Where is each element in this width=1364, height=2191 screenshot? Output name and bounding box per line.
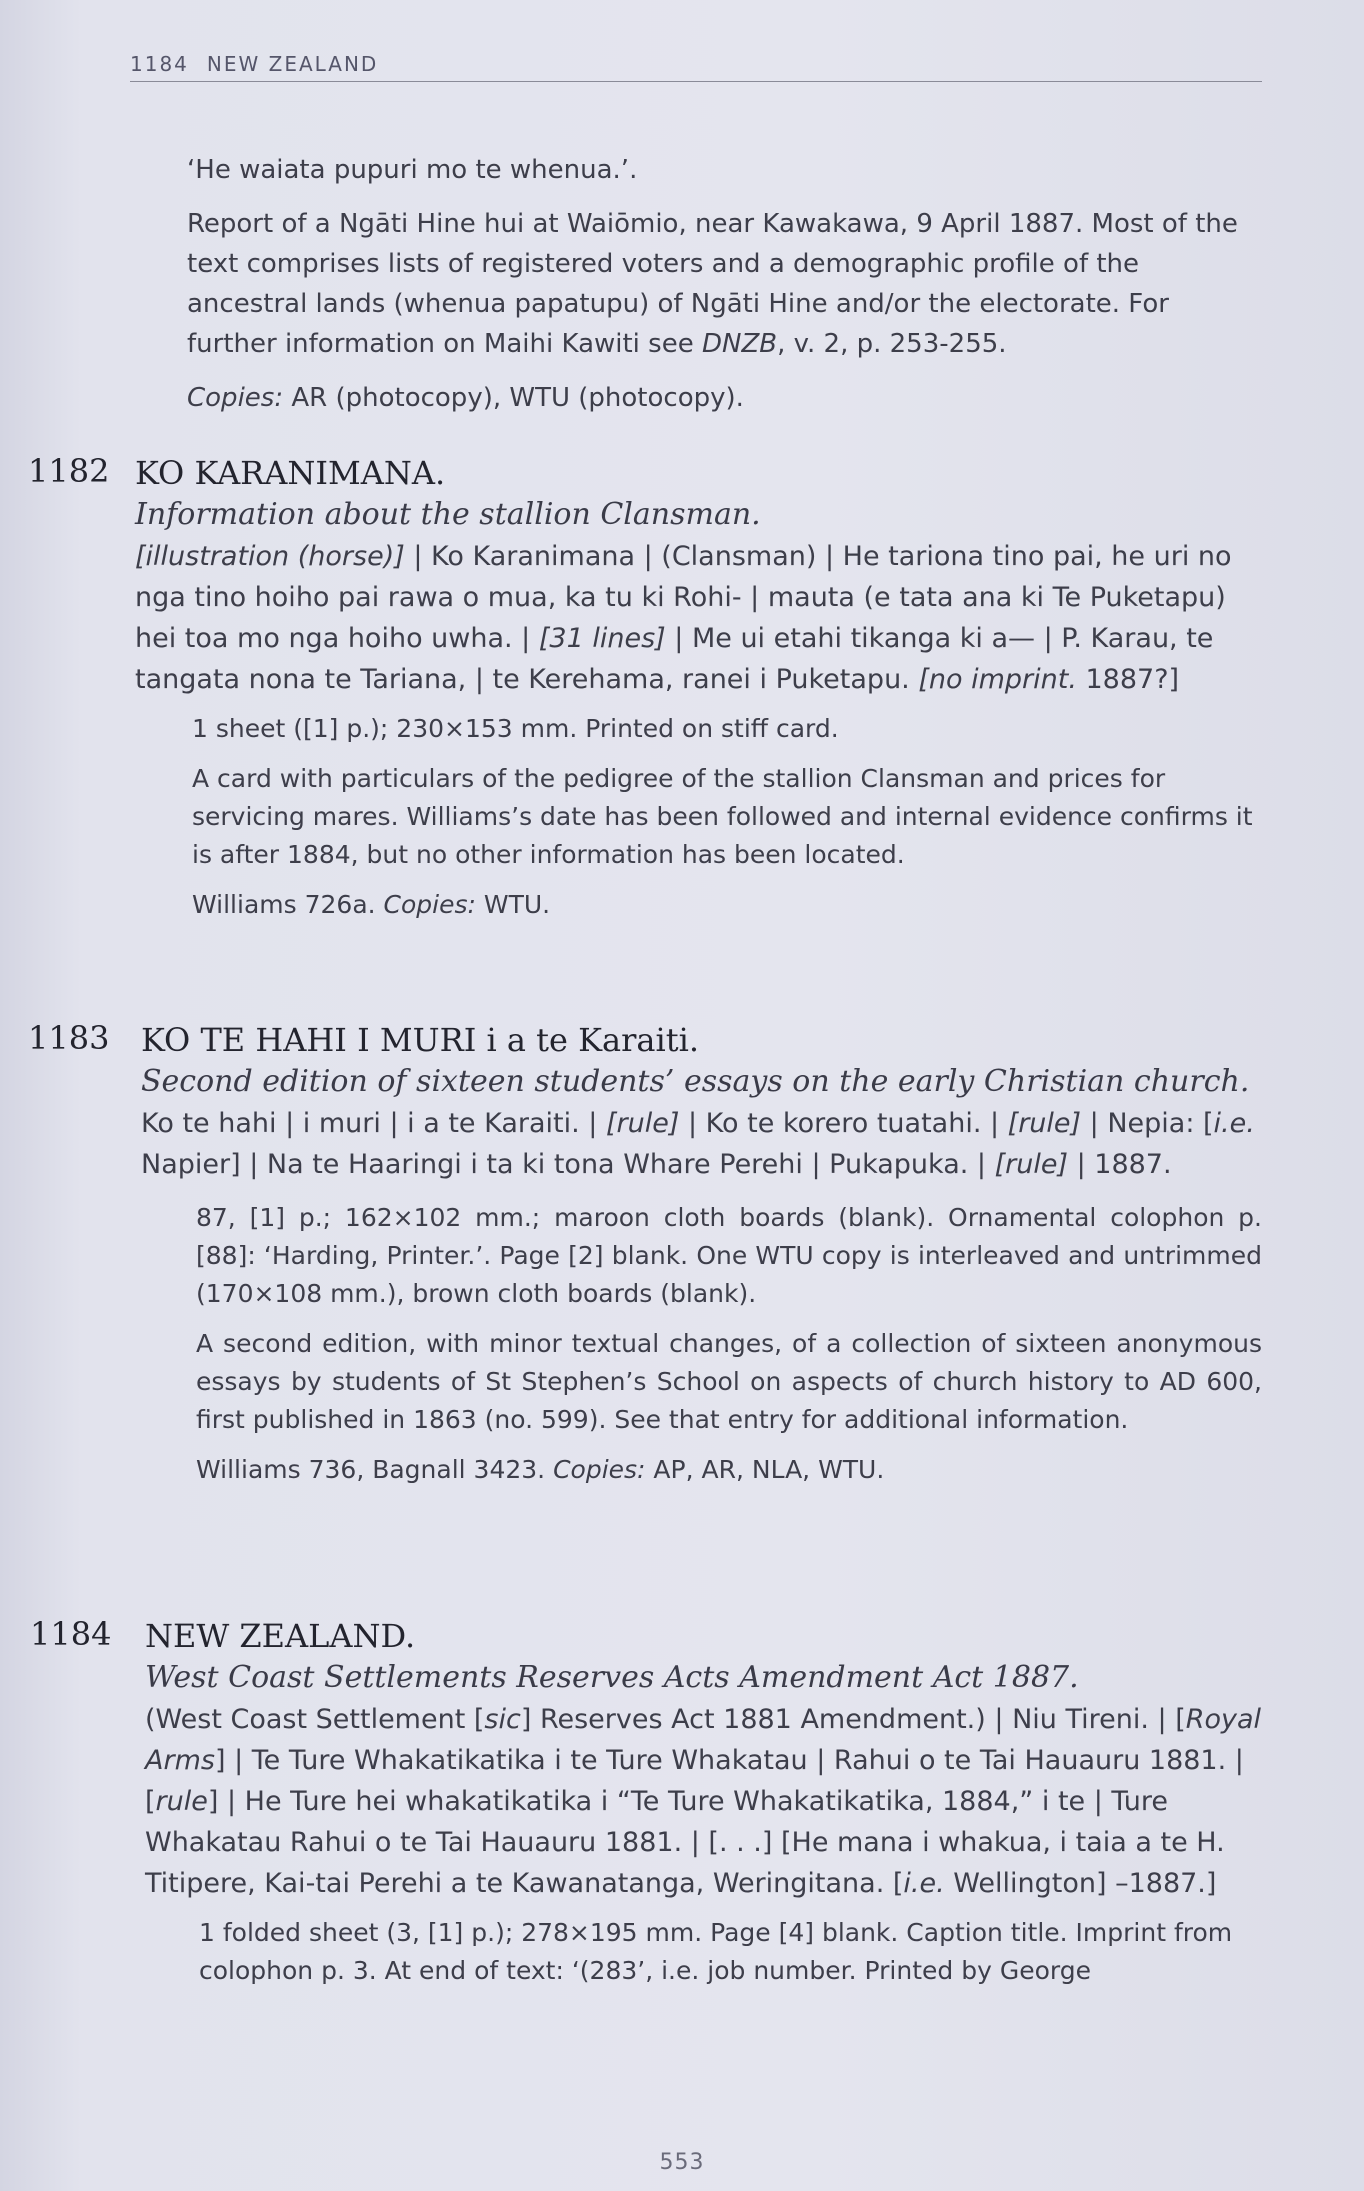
t1183-rule2: [rule] [1007, 1108, 1082, 1139]
entry-1182-refs [192, 886, 1262, 924]
t1183-c: | Nepia: [ [1081, 1108, 1214, 1139]
t1184-c: ] | Te Ture Whakatikatika i te Ture Whakatau | Rahui o te Tai Hauauru 1881. | [ [145, 1745, 1244, 1817]
entry-number-1183: 1183 [28, 1019, 110, 1057]
entry-1183-heading: KO TE HAHI I MURI i a te Karaiti. [141, 1021, 699, 1059]
t1183-a: Ko te hahi | i muri | i a te Karaiti. | [141, 1108, 606, 1139]
entry-1183-copies-label: Copies: [553, 1455, 646, 1484]
entry-1184-subtitle: West Coast Settlements Reserves Acts Amendment Act 1887. [145, 1660, 1079, 1695]
entry-1183-refs-text: Williams 736, Bagnall 3423. [196, 1455, 554, 1484]
running-head-page-number: 1184 [130, 52, 189, 76]
entry-1182-refs-text: Williams 726a. [192, 890, 384, 919]
entry-1182-subtitle: Information about the stallion Clansman. [135, 497, 761, 532]
entry-1183-note: A second edition, with minor textual changes, of a collection of sixteen anonymous essays by students of St Stephen’s School on aspects of church history to AD 600, first published in 1863 (no. 599). See that entry for additional information. [196, 1329, 1262, 1434]
prev-copies-label: Copies: [187, 383, 284, 413]
entry-1184-physical: 1 folded sheet (3, [1] p.); 278×195 mm. Page [4] blank. Caption title. Imprint from colophon p. 3. At end of text: ‘(283’, i.e. job number. Printed by George [199, 1918, 1233, 1985]
prev-report-end: , v. 2, p. 253-255. [777, 329, 1007, 359]
t1182-imprint: [no imprint. [918, 664, 1077, 695]
entry-1184-transcription [145, 1699, 1262, 1904]
entry-1182-copies-label: Copies: [383, 890, 476, 919]
prev-report [187, 204, 1262, 364]
entry-number-1184: 1184 [30, 1615, 112, 1653]
prev-report-ref: DNZB [701, 329, 778, 359]
t1184-arms: Royal Arms [145, 1704, 1262, 1776]
t1182-main2: | Me ui etahi tikanga ki a— | P. Karau, te tangata nona te Tariana, | te Kerehama, ranei i Puketapu. [135, 623, 1214, 695]
entry-1183-copies: AP, AR, NLA, WTU. [645, 1455, 885, 1484]
entry-1182-heading: KO KARANIMANA. [135, 454, 446, 492]
entry-1182-physical: 1 sheet ([1] p.); 230×153 mm. Printed on stiff card. [192, 714, 839, 743]
t1184-rule: rule [155, 1786, 208, 1817]
entry-1182-transcription [135, 536, 1262, 700]
entry-1183-refs [196, 1451, 1262, 1489]
t1184-d: ] | He Ture hei whakatikatika i “Te Ture Whakatikatika, 1884,” i te | Ture Whakatau Rahui o te Tai Hauauru 1881. | [. . .] [He mana i whakua, i taia a te H. Titipere, Kai-tai Perehi a te Kawanatanga, Weringitana. [ [145, 1786, 1225, 1899]
entry-1183-physical: 87, [1] p.; 162×102 mm.; maroon cloth boards (blank). Ornamental colophon p. [88]: ‘Harding, Printer.’. Page [2] blank. One WTU copy is interleaved and untrimmed (170×108 mm.), brown cloth boards (blank). [196, 1203, 1262, 1308]
t1182-year: 1887?] [1076, 664, 1180, 695]
prev-copies-value: AR (photocopy), WTU (photocopy). [283, 383, 744, 413]
prev-copies [187, 378, 1262, 418]
t1183-rule3: [rule] [994, 1149, 1069, 1180]
prev-report-text: Report of a Ngāti Hine hui at Waiōmio, near Kawakawa, 9 April 1887. Most of the text comprises lists of registered voters and a demographic profile of the ancestral lands (whenua papatupu) of Ngāti Hine and/or the electorate. For further information on Maihi Kawiti see [187, 209, 1238, 359]
previous-entry-continuation [187, 150, 1262, 428]
t1183-d: Napier] | Na te Haaringi i ta ki tona Whare Perehi | Pukapuka. | [141, 1149, 995, 1180]
entry-number-1182: 1182 [28, 452, 110, 490]
t1182-illustration: [illustration (horse)] [135, 541, 405, 572]
entry-1183-subtitle: Second edition of sixteen students’ essays on the early Christian church. [141, 1064, 1250, 1099]
entry-1184-heading: NEW ZEALAND. [145, 1617, 416, 1655]
entry-1182-note: A card with particulars of the pedigree of the stallion Clansman and prices for servicing mares. Williams’s date has been followed and internal evidence confirms it is after 1884, but no other information has been located. [192, 764, 1253, 869]
running-head-title: NEW ZEALAND [206, 52, 379, 76]
t1183-b: | Ko te korero tuatahi. | [679, 1108, 1008, 1139]
t1184-ie: i.e. [903, 1868, 945, 1899]
entry-1182 [135, 452, 1262, 936]
t1182-lines: [31 lines] [538, 623, 666, 654]
entry-1182-copies: WTU. [475, 890, 551, 919]
t1183-rule1: [rule] [606, 1108, 680, 1139]
entry-1182-notes [192, 710, 1262, 924]
entry-1184 [145, 1615, 1262, 2002]
entry-1183-transcription [141, 1103, 1262, 1185]
t1183-ie: i.e. [1213, 1108, 1255, 1139]
t1184-sic: sic [484, 1704, 521, 1735]
entry-1183-notes [196, 1199, 1262, 1489]
t1184-a: (West Coast Settlement [ [145, 1704, 485, 1735]
page-folio: 553 [659, 2150, 705, 2175]
t1184-e: Wellington] –1887.] [944, 1868, 1217, 1899]
t1182-main: | Ko Karanimana | (Clansman) | He tariona tino pai, he uri no nga tino hoiho pai rawa o mua, ka tu ki Rohi- | mauta (e tata ana ki Te Puketapu) hei toa mo nga hoiho uwha. | [135, 541, 1232, 654]
t1184-b: ] Reserves Act 1881 Amendment.) | Niu Tireni. | [ [520, 1704, 1186, 1735]
running-head [130, 52, 1262, 82]
prev-quote: ‘He waiata pupuri mo te whenua.’. [187, 155, 638, 185]
t1183-e: | 1887. [1068, 1149, 1172, 1180]
entry-1184-notes [199, 1914, 1262, 1990]
entry-1183 [141, 1019, 1262, 1501]
